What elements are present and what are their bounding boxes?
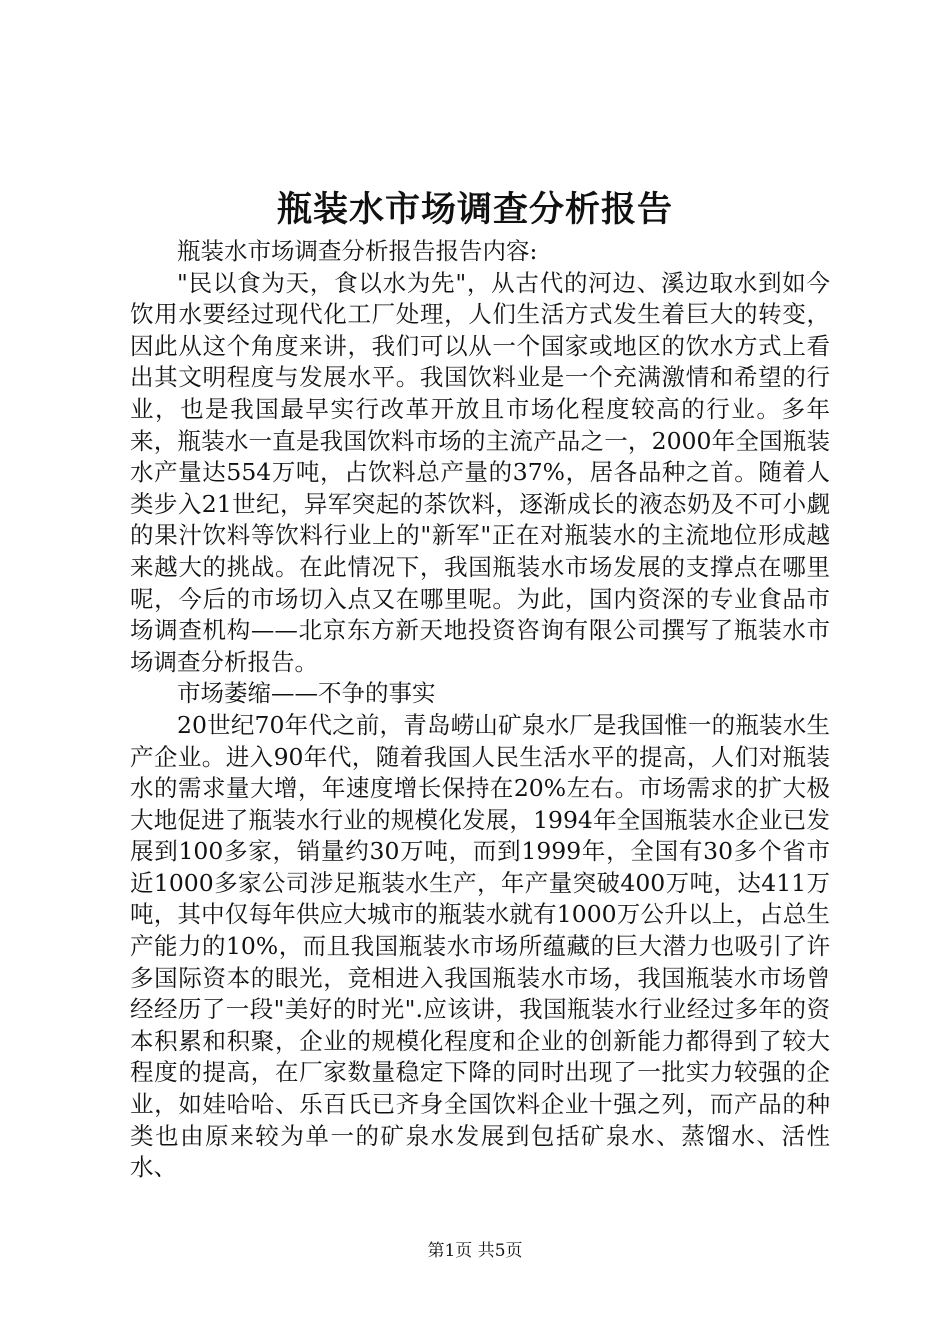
intro-paragraph: 瓶装水市场调查分析报告报告内容: bbox=[177, 237, 538, 265]
page-number-footer: 第1页 共5页 bbox=[427, 1241, 523, 1261]
body-paragraph: "民以食为天，食以水为先"，从古代的河边、溪边取水到如今饮用水要经过现代化工厂处理，人们生活方式发生着巨大的转变，因此从这个角度来讲，我们可以从一个国家或地区的饮水方式上看出其文明程度与发展水平。我国饮料业是一个充满激情和希望的行业，也是我国最早实行改革开放且市场化程度较高的行业。多年来，瓶装水一直是我国饮料市场的主流产品之一，2000年全国瓶装水产量达554万吨，占饮料总产量的37%，居各品种之首。随着人类步入21世纪，异军突起的茶饮料，逐渐成长的液态奶及不可小觑的果汁饮料等饮料行业上的"新军"正在对瓶装水的主流地位形成越来越大的挑战。在此情况下，我国瓶装水市场发展的支撑点在哪里呢，今后的市场切入点又在哪里呢。为此，国内资深的专业食品市场调查机构——北京东方新天地投资咨询有限公司撰写了瓶装水市场调查分析报告。 bbox=[130, 268, 830, 676]
document-title: 瓶装水市场调查分析报告 bbox=[276, 189, 673, 230]
body-paragraph: 20世纪70年代之前，青岛崂山矿泉水厂是我国惟一的瓶装水生产企业。进入90年代，随着我国人民生活水平的提高，人们对瓶装水的需求量大增，年速度增长保持在20%左右。市场需求的扩大极大地促进了瓶装水行业的规模化发展，1994年全国瓶装水企业已发展到100多家，销量约30万吨，而到1999年，全国有30多个省市近1000多家公司涉足瓶装水生产，年产量突破400万吨，达411万吨，其中仅每年供应大城市的瓶装水就有1000万公升以上，占总生产能力的10%，而且我国瓶装水市场所蕴藏的巨大潜力也吸引了许多国际资本的眼光，竞相进入我国瓶装水市场，我国瓶装水市场曾经经历了一段"美好的时光".应该讲，我国瓶装水行业经过多年的资本积累和积聚，企业的规模化程度和企业的创新能力都得到了较大程度的提高，在厂家数量稳定下降的同时出现了一批实力较强的企业，如娃哈哈、乐百氏已齐身全国饮料企业十强之列，而产品的种类也由原来较为单一的矿泉水发展到包括矿泉水、蒸馏水、活性水、 bbox=[130, 710, 830, 1182]
section-heading: 市场萎缩——不争的事实 bbox=[177, 679, 436, 708]
document-body bbox=[130, 236, 830, 1184]
